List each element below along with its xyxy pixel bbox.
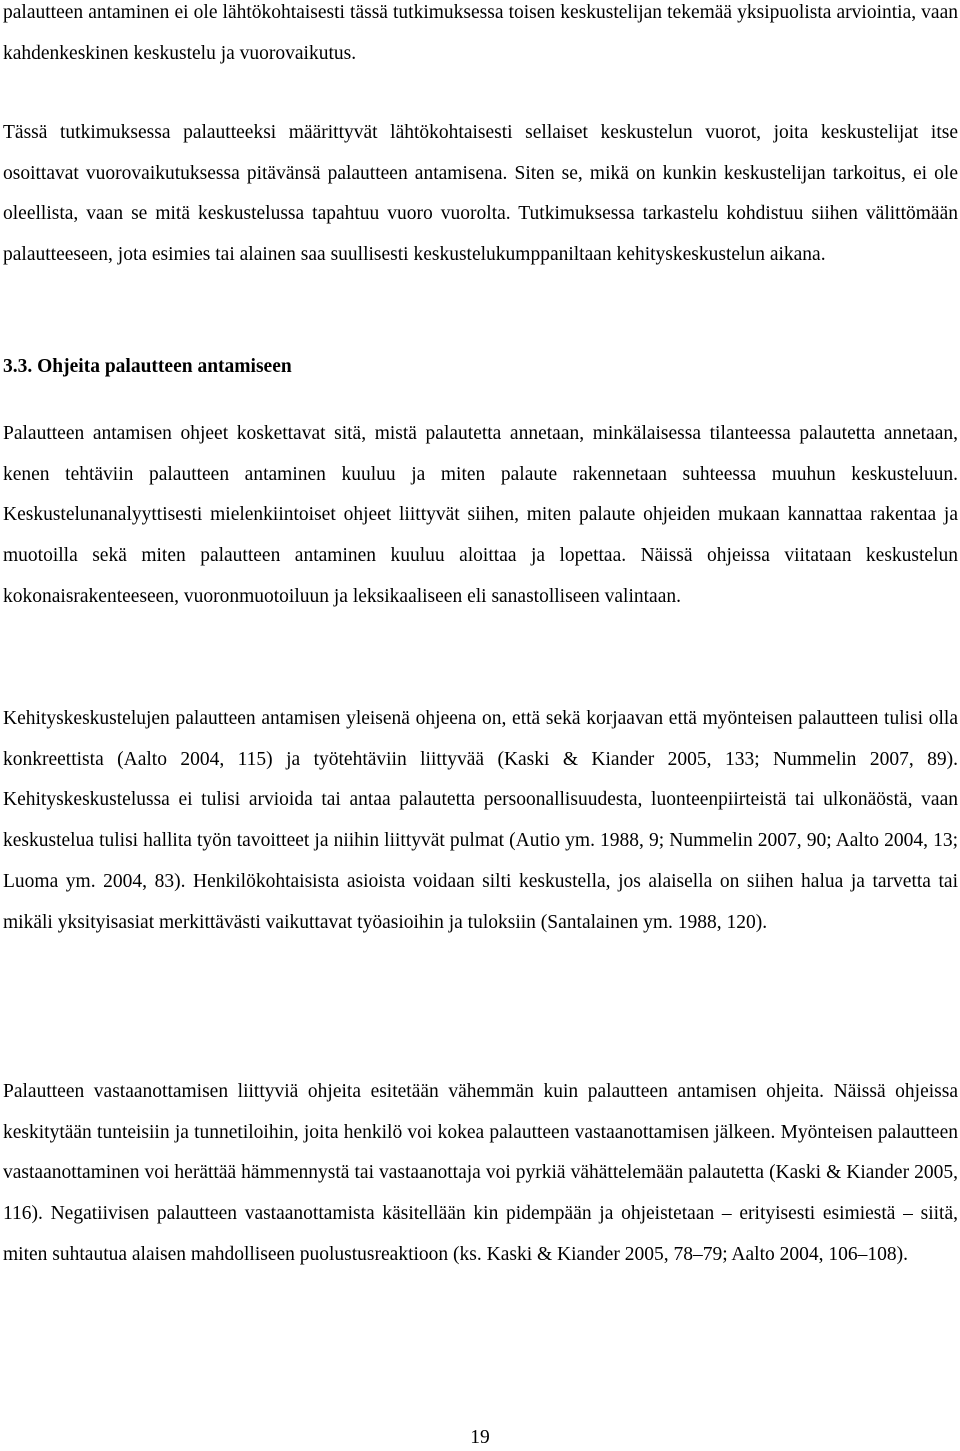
- paragraph-feedback-definition: Tässä tutkimuksessa palautteeksi määrittyvät lähtökohtaisesti sellaiset keskustelun vuorot, joita keskustelijat itse osoittavat vuorovaikutuksessa pitävänsä palautteen antamisena. Siten se, mikä on kunkin keskustelijan tarkoitus, ei ole oleellista, vaan se mitä keskustelussa tapahtuu vuoro vuorolta. Tutkimuksessa tarkastelu kohdistuu siihen välittömään palautteeseen, jota esimies tai alainen saa suullisesti keskustelukumppaniltaan kehityskeskustelun aikana.: [3, 122, 958, 266]
- paragraph-giving-feedback: Kehityskeskustelujen palautteen antamisen yleisenä ohjeena on, että sekä korjaavan että myönteisen palautteen tulisi olla konkreettista (Aalto 2004, 115) ja työtehtäviin liittyvää (Kaski & Kiander 2005, 133; Nummelin 2007, 89). Kehityskeskustelussa ei tulisi arvioida tai antaa palautetta persoonallisuudesta, luonteenpiirteistä tai ulkonäöstä, vaan keskustelua tulisi hallita työn tavoitteet ja niihin liittyvät pulmat (Autio ym. 1988, 9; Nummelin 2007, 90; Aalto 2004, 13; Luoma ym. 2004, 83). Henkilökohtaisista asioista voidaan silti keskustella, jos alaisella on siihen halua ja tarvetta tai mikäli yksityisasiat merkittävästi vaikuttavat työasioihin ja tuloksiin (Santalainen ym. 1988, 120).: [3, 708, 958, 933]
- paragraph-intro-continuation: palautteen antaminen ei ole lähtökohtaisesti tässä tutkimuksessa toisen keskustelijan tekemää yksipuolista arviointia, vaan kahdenkeskinen keskustelu ja vuorovaikutus.: [3, 2, 958, 64]
- section-heading: 3.3. Ohjeita palautteen antamiseen: [3, 356, 292, 377]
- paragraph-receiving-feedback: Palautteen vastaanottamisen liittyviä ohjeita esitetään vähemmän kuin palautteen antamisen ohjeita. Näissä ohjeissa keskitytään tunteisiin ja tunnetiloihin, joita henkilö voi kokea palautteen vastaanottamisen jälkeen. Myönteisen palautteen vastaanottaminen voi herättää hämmennystä tai vastaanottaja voi pyrkiä vähättelemään palautetta (Kaski & Kiander 2005, 116). Negatiivisen palautteen vastaanottamista käsitellään kin pidempään ja ohjeistetaan – erityisesti esimiestä – siitä, miten suhtautua alaisen mahdolliseen puolustusreaktioon (ks. Kaski & Kiander 2005, 78–79; Aalto 2004, 106–108).: [3, 1081, 958, 1265]
- page-number: 19: [470, 1427, 490, 1448]
- paragraph-guidelines-overview: Palautteen antamisen ohjeet koskettavat sitä, mistä palautetta annetaan, minkälaisessa tilanteessa palautetta annetaan, kenen tehtäviin palautteen antaminen kuuluu ja miten palaute rakennetaan suhteessa muuhun keskusteluun. Keskustelunanalyyttisesti mielenkiintoiset ohjeet liittyvät siihen, miten palaute ohjeiden mukaan kannattaa rakentaa ja muotoilla sekä miten palautteen antaminen kuuluu aloittaa ja lopettaa. Näissä ohjeissa viitataan keskustelun kokonaisrakenteeseen, vuoronmuotoiluun ja leksikaaliseen eli sanastolliseen valintaan.: [3, 423, 958, 607]
